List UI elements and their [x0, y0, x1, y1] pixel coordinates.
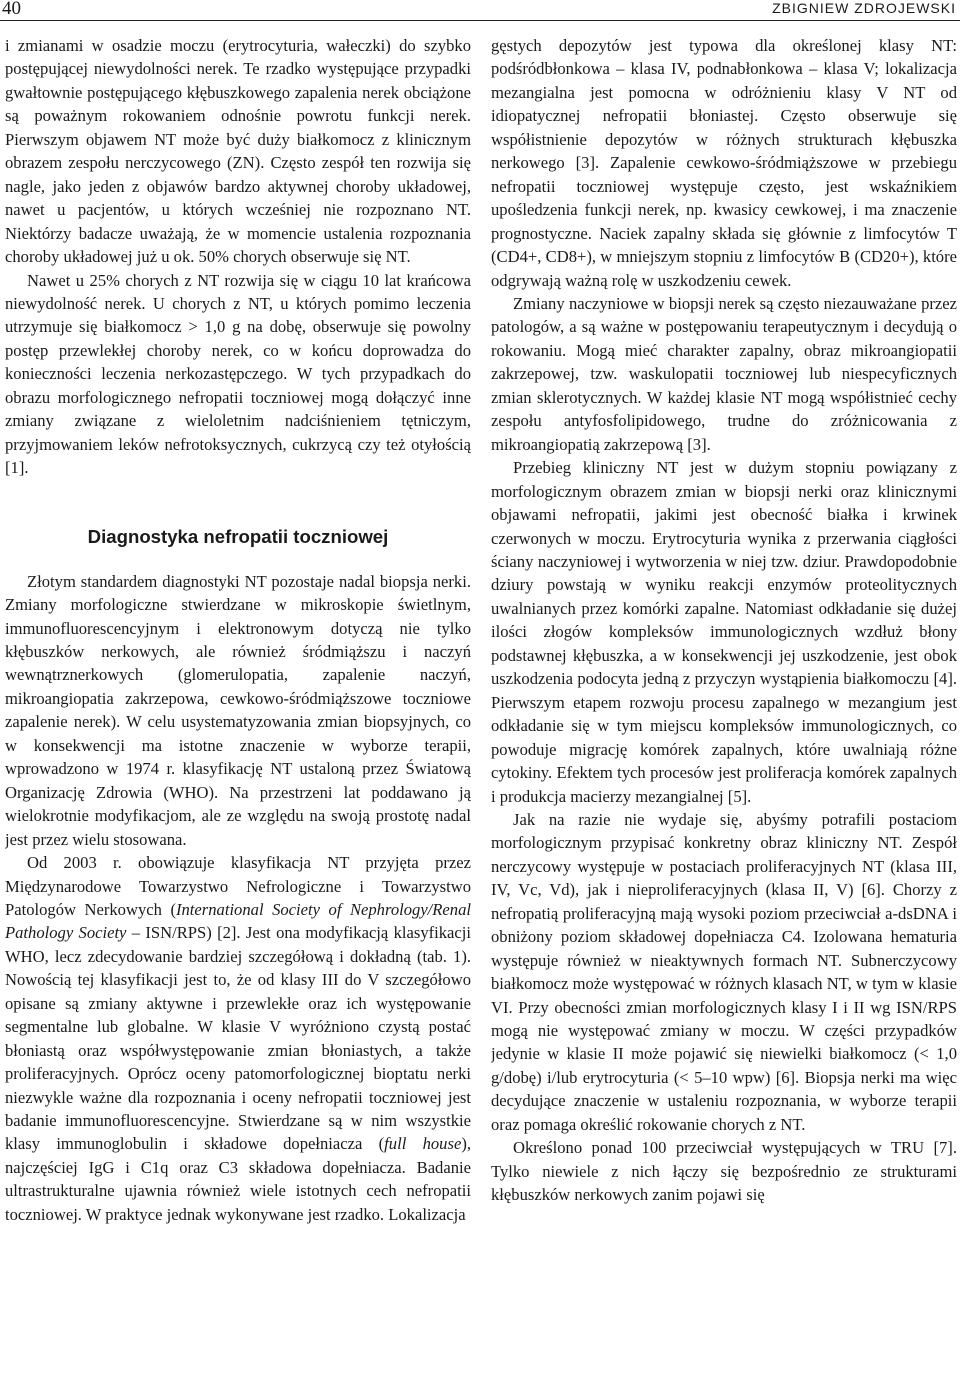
section-heading: Diagnostyka nefropatii toczniowej [87, 525, 389, 547]
running-head-author: ZBIGNIEW ZDROJEWSKI [772, 0, 956, 16]
text-run: Od 2003 r. obowiązuje klasyfikacja NT przyjęta przez Międzynarodowe Towarzystwo Nefrologiczne i Towarzystwo Patologów Nerkowych ( [5, 853, 471, 919]
paragraph: Nawet u 25% chorych z NT rozwija się w ciągu 10 lat krańcowa niewydolność nerek. U chorych z NT, u których pomimo leczenia utrzymuje się białkomocz > 1,0 g na dobę, obserwuje się powolny postęp przewlekłej choroby nerek, co w końcu doprowadza do konieczności leczenia nerkozastępczego. W tych przypadkach do obrazu morfologicznego nefropatii toczniowej mogą dołączyć inne zmiany związane z wieloletnim nadciśnieniem tętniczym, przyjmowaniem leków nefrotoksycznych, cukrzycą czy też otyłością [1]. [5, 270, 471, 478]
text-run: ), najczęściej IgG i C1q oraz C3 składowa dopełniacza. Badanie ultrastrukturalne ujawnia również wiele istotnych cech nefropatii toczniowej. W praktyce jednak wykonywane jest rzadko. Lokalizacja [5, 1134, 471, 1224]
paragraph: Jak na razie nie wydaje się, abyśmy potrafili postaciom morfologicznym przypisać konkretny obraz kliniczny NT. Zespół nerczycowy występuje w postaciach proliferacyjnych NT (klasa III, IV, Vc, Vd), jak i nieproliferacyjnych (klasa II, V) [6]. Chorzy z nefropatią proliferacyjną mają wysoki poziom przeciwciał a-dsDNA i obniżony poziom składowej dopełniacza C4. Izolowana hematuria występuje również w nieaktywnych formach NT. Subnerczycowy białkomocz może występować w różnych klasach NT, w tym w klasie VI. Przy obecności zmian morfologicznych klasy I i II wg ISN/RPS mogą nie występować zmiany w moczu. W części przypadków jedynie w klasie II może pojawić się niewielki białkomocz (< 1,0 g/dobę) i/lub erytrocyturia (< 5–10 wpw) [6]. Biopsja nerki ma więc decydujące znaczenie w ustaleniu rozpoznania, w wyborze terapii oraz pomaga określić rokowanie chorych z NT. [491, 809, 957, 1134]
right-column [491, 34, 957, 1392]
header-rule [0, 20, 960, 21]
paragraph: Przebieg kliniczny NT jest w dużym stopniu powiązany z morfologicznym obrazem zmian w biopsji nerki oraz klinicznymi objawami nefropatii, jakimi jest obecność białka i krwinek czerwonych w moczu. Erytrocyturia wynika z przerwania ciągłości ściany naczyniowej i wytworzenia w niej tzw. dziur. Prawdopodobnie dziury powstają w wyniku reakcji enzymów proteolitycznych uwalnianych przez komórki zapalne. Natomiast odkładanie się dużej ilości złogów kompleksów immunologicznych wzdłuż błony podstawnej kłębuszka, a w konsekwencji jej uszkodzenie, jest obok uszkodzenia podocyta jedną z przyczyn wystąpienia białkomoczu [4]. Pierwszym etapem rozwoju procesu zapalnego w mezangium jest odkładanie się w tym miejscu kompleksów immunologicznych, co powoduje migrację komórek zapalnych, które uwalniają różne cytokiny. Efektem tych procesów jest proliferacja komórek zapalnych i produkcja macierzy mezangialnej [5]. [491, 458, 957, 806]
paragraph: Zmiany naczyniowe w biopsji nerek są często niezauważane przez patologów, a są ważne w postępowaniu terapeutycznym i decydują o rokowaniu. Mogą mieć charakter zapalny, obraz mikroangiopatii zakrzepowej, tzw. waskulopatii toczniowej lub niespecyficznych zmian sklerotycznych. W każdej klasie NT mogą współistnieć cechy zespołu antyfosfolipidowego, trudne do zróżnicowania z mikroangiopatią zakrzepową [3]. [491, 293, 957, 454]
paragraph [5, 851, 471, 1226]
paragraph: Złotym standardem diagnostyki NT pozostaje nadal biopsja nerki. Zmiany morfologiczne stwierdzane w mikroskopie świetlnym, immunofluorescencyjnym i elektronowym dotyczą nie tylko kłębuszków nerkowych, ale również śródmiąższu i naczyń wewnątrznerkowych (glomerulopatia, zapalenie naczyń, mikroangiopatia zakrzepowa, cewkowo-śródmiąższowe toczniowe zapalenie nerek). W celu usystematyzowania zmian biopsyjnych, co w konsekwencji ma istotne znaczenie w wyborze terapii, wprowadzono w 1974 r. klasyfikację NT ustaloną przez Światową Organizację Zdrowia (WHO). Na przestrzeni lat poddawano ją wielokrotnie modyfikacjom, ale ze względu na swoją prostotę nadal jest przez wielu stosowana. [5, 571, 471, 849]
paragraph: gęstych depozytów jest typowa dla określonej klasy NT: podśródbłonkowa – klasa IV, podnabłonkowa – klasa V; lokalizacja mezangialna jest pomocna w odróżnieniu klasy V NT od idiopatycznej nefropatii błoniastej. Często obserwuje się współistnienie depozytów w różnych strukturach kłębuszka nerkowego [3]. Zapalenie cewkowo-śródmiąższowe w przebiegu nefropatii toczniowej występuje często, jest wskaźnikiem upośledzenia funkcji nerek, np. kwasicy cewkowej, i ma znaczenie prognostyczne. Naciek zapalny składa się głównie z limfocytów T (CD4+, CD8+), w mniejszym stopniu z limfocytów B (CD20+), które odgrywają ważną rolę w uszkodzeniu cewek. [491, 36, 957, 290]
paragraph: i zmianami w osadzie moczu (erytrocyturia, wałeczki) do szybko postępującej niewydolności nerek. Te rzadko występujące przypadki gwałtownie postępującego kłębuszkowego zapalenia nerek obciążone są poważnym rokowaniem odnośnie powrotu funkcji nerek. Pierwszym objawem NT może być duży białkomocz z klinicznym obrazem zespołu nerczycowego (ZN). Często zespół ten rozwija się nagle, jako jeden z objawów bardzo aktywnej choroby układowej, nawet u pacjentów, u których wcześniej nie rozpoznano NT. Niektórzy badacze uważają, że w momencie ustalenia rozpoznania choroby układowej już u ok. 50% chorych obserwuje się NT. [5, 36, 471, 267]
text-run: – ISN/RPS) [2]. Jest ona modyfikacją klasyfikacji WHO, lecz zdecydowanie bardziej szczegółową i dokładną (tab. 1). Nowością tej klasyfikacji jest to, że od klasy III do V szczegółowo opisane są zmiany aktywne i przewlekłe oraz ich występowanie segmentalne lub globalne. W klasie V wyróżniono czystą postać błoniastą oraz współwystępowanie zmian błoniastych, a także proliferacyjnych. Oprócz oceny patomorfologicznej bioptatu nerki niezwykle ważne dla rozpoznania i oceny nefropatii toczniowej jest badanie immunofluorescencyjne. Stwierdzane są w nim wszystkie klasy immunoglobulin i składowe dopełniacza ( [5, 923, 471, 1154]
page-header [0, 0, 960, 20]
italic-term: full house [384, 1134, 462, 1154]
page-number: 40 [2, 0, 21, 19]
paragraph: Określono ponad 100 przeciwciał występujących w TRU [7]. Tylko niewiele z nich łączy się bezpośrednio ze strukturami kłębuszków nerkowych zanim pojawi się [491, 1138, 957, 1205]
left-column [5, 34, 471, 1392]
italic-term: International Society of Nephrology/Renal Pathology Society [5, 899, 471, 943]
